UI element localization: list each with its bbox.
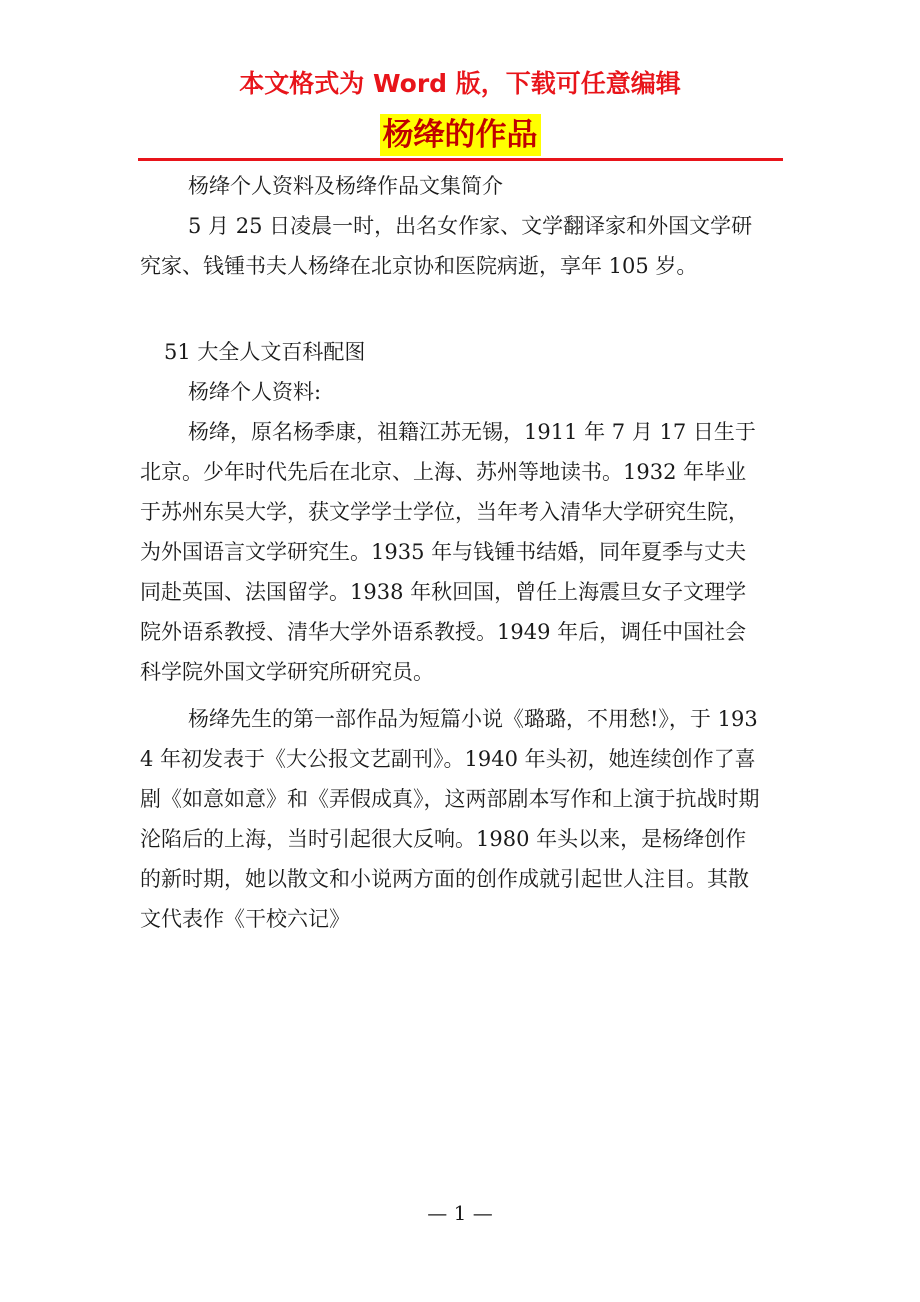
format-notice: 本文格式为 Word 版，下载可任意编辑	[239, 69, 681, 98]
document-title: 杨绛的作品	[380, 114, 541, 156]
paragraph-spacer	[140, 286, 766, 332]
header-divider	[138, 158, 783, 161]
document-body	[140, 166, 766, 946]
page-number: — 1 —	[427, 1201, 493, 1225]
title-container	[0, 114, 920, 156]
news-paragraph: 5 月 25 日凌晨一时，出名女作家、文学翻译家和外国文学研究家、钱锺书夫人杨绛在北京协和医院病逝，享年 105 岁。	[140, 214, 753, 278]
image-caption: 51 大全人文百科配图	[164, 340, 366, 364]
profile-heading: 杨绛个人资料:	[188, 380, 322, 404]
works-paragraph: 杨绛先生的第一部作品为短篇小说《璐璐，不用愁!》，于 1934 年初发表于《大公报文艺副刊》。1940 年头初，她连续创作了喜剧《如意如意》和《弄假成真》，这两部剧本写作和上演于抗战时期沦陷后的上海，当时引起很大反响。1980 年头以来，是杨绛创作的新时期，她以散文和小说两方面的创作成就引起世人注目。其散文代表作《干校六记》	[140, 707, 760, 931]
biography-paragraph: 杨绛，原名杨季康，祖籍江苏无锡，1911 年 7 月 17 日生于北京。少年时代先后在北京、上海、苏州等地读书。1932 年毕业于苏州东吴大学，获文学学士学位，当年考入清华大学研究生院，为外国语言文学研究生。1935 年与钱锺书结婚，同年夏季与丈夫同赴英国、法国留学。1938 年秋回国，曾任上海震旦女子文理学院外语系教授、清华大学外语系教授。1949 年后，调任中国社会科学院外国文学研究所研究员。	[140, 420, 756, 684]
intro-heading: 杨绛个人资料及杨绛作品文集简介	[188, 174, 503, 198]
